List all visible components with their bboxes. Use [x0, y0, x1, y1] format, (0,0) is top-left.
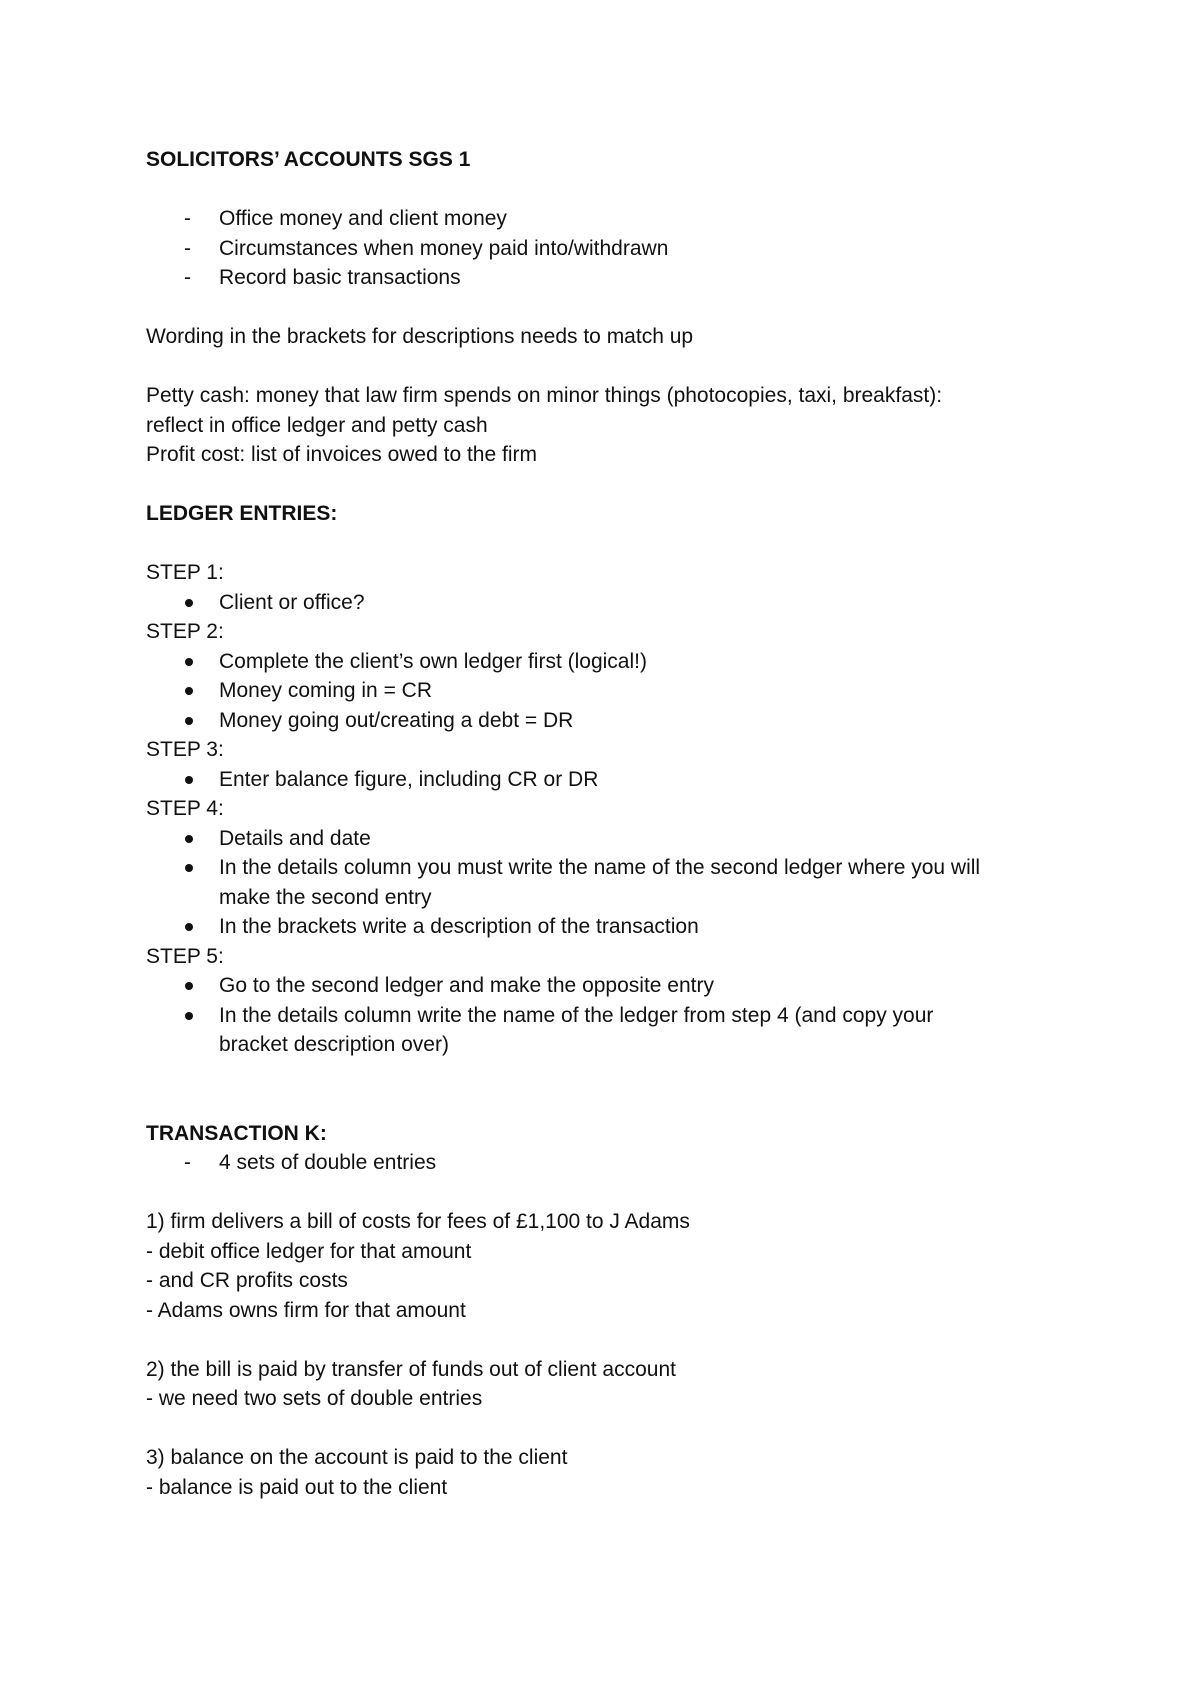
- bullet-item: Money going out/creating a debt = DR: [146, 706, 1080, 736]
- list-item: - Office money and client money: [146, 204, 1080, 234]
- bullet-icon: [185, 658, 193, 666]
- spacer: [146, 529, 1080, 559]
- bullet-item: Money coming in = CR: [146, 676, 1080, 706]
- bullet-item: Details and date: [146, 824, 1080, 854]
- petty-cash-line: reflect in office ledger and petty cash: [146, 413, 488, 437]
- list-item: - Record basic transactions: [146, 263, 1080, 293]
- transaction-note: - debit office ledger for that amount: [146, 1239, 472, 1263]
- transaction-note: - we need two sets of double entries: [146, 1387, 483, 1410]
- transaction-note: - and CR profits costs: [146, 1269, 348, 1292]
- spacer: [146, 1178, 1080, 1208]
- transaction-heading: TRANSACTION K:: [146, 1121, 327, 1145]
- ledger-heading: LEDGER ENTRIES:: [146, 502, 338, 525]
- petty-cash-line: Petty cash: money that law firm spends on minor things (photocopies, taxi, breakfast):: [146, 384, 943, 407]
- transaction-step-heading: 1) firm delivers a bill of costs for fees of £1,100 to J Adams: [146, 1210, 690, 1233]
- bullet-icon: [185, 687, 193, 695]
- spacer: [146, 293, 1080, 323]
- step-label: STEP 2:: [146, 620, 224, 643]
- bullet-item: Enter balance figure, including CR or DR: [146, 765, 1080, 795]
- spacer: [146, 1060, 1080, 1119]
- document-title: SOLICITORS’ ACCOUNTS SGS 1: [146, 148, 471, 171]
- list-item: - Circumstances when money paid into/withdrawn: [146, 234, 1080, 264]
- bullet-icon: [185, 599, 193, 607]
- transaction-step-heading: 2) the bill is paid by transfer of funds out of client account: [146, 1357, 676, 1381]
- bullet-item: In the details column you must write the name of the second ledger where you will make the second entry: [146, 853, 1019, 912]
- step-label: STEP 1:: [146, 561, 224, 584]
- transaction-note: - balance is paid out to the client: [146, 1475, 448, 1499]
- bullet-icon: [185, 923, 193, 931]
- dash-marker: -: [184, 236, 191, 260]
- spacer: [146, 1414, 1080, 1444]
- bullet-item: Go to the second ledger and make the opposite entry: [146, 971, 1080, 1001]
- bullet-icon: [185, 864, 193, 872]
- dash-marker: -: [184, 207, 191, 230]
- profit-cost-line: Profit cost: list of invoices owed to the firm: [146, 443, 537, 466]
- bullet-item: Client or office?: [146, 588, 1080, 618]
- spacer: [146, 175, 1080, 205]
- spacer: [146, 470, 1080, 500]
- bullet-item: In the details column write the name of the ledger from step 4 (and copy your bracket description over): [146, 1001, 979, 1060]
- step-label: STEP 4:: [146, 797, 224, 820]
- wording-note: Wording in the brackets for descriptions needs to match up: [146, 325, 694, 348]
- dash-marker: -: [184, 266, 191, 289]
- spacer: [146, 352, 1080, 382]
- transaction-note: - Adams owns firm for that amount: [146, 1298, 466, 1322]
- transaction-step-heading: 3) balance on the account is paid to the client: [146, 1446, 568, 1469]
- bullet-icon: [185, 717, 193, 725]
- bullet-icon: [185, 835, 193, 843]
- bullet-item: Complete the client’s own ledger first (logical!): [146, 647, 1080, 677]
- list-item: - 4 sets of double entries: [146, 1148, 1080, 1178]
- dash-marker: -: [184, 1151, 191, 1174]
- bullet-item: In the brackets write a description of the transaction: [146, 912, 1080, 942]
- spacer: [146, 1325, 1080, 1355]
- step-label: STEP 5:: [146, 944, 224, 968]
- bullet-icon: [185, 776, 193, 784]
- step-label: STEP 3:: [146, 738, 224, 761]
- bullet-icon: [185, 982, 193, 990]
- bullet-icon: [185, 1012, 193, 1020]
